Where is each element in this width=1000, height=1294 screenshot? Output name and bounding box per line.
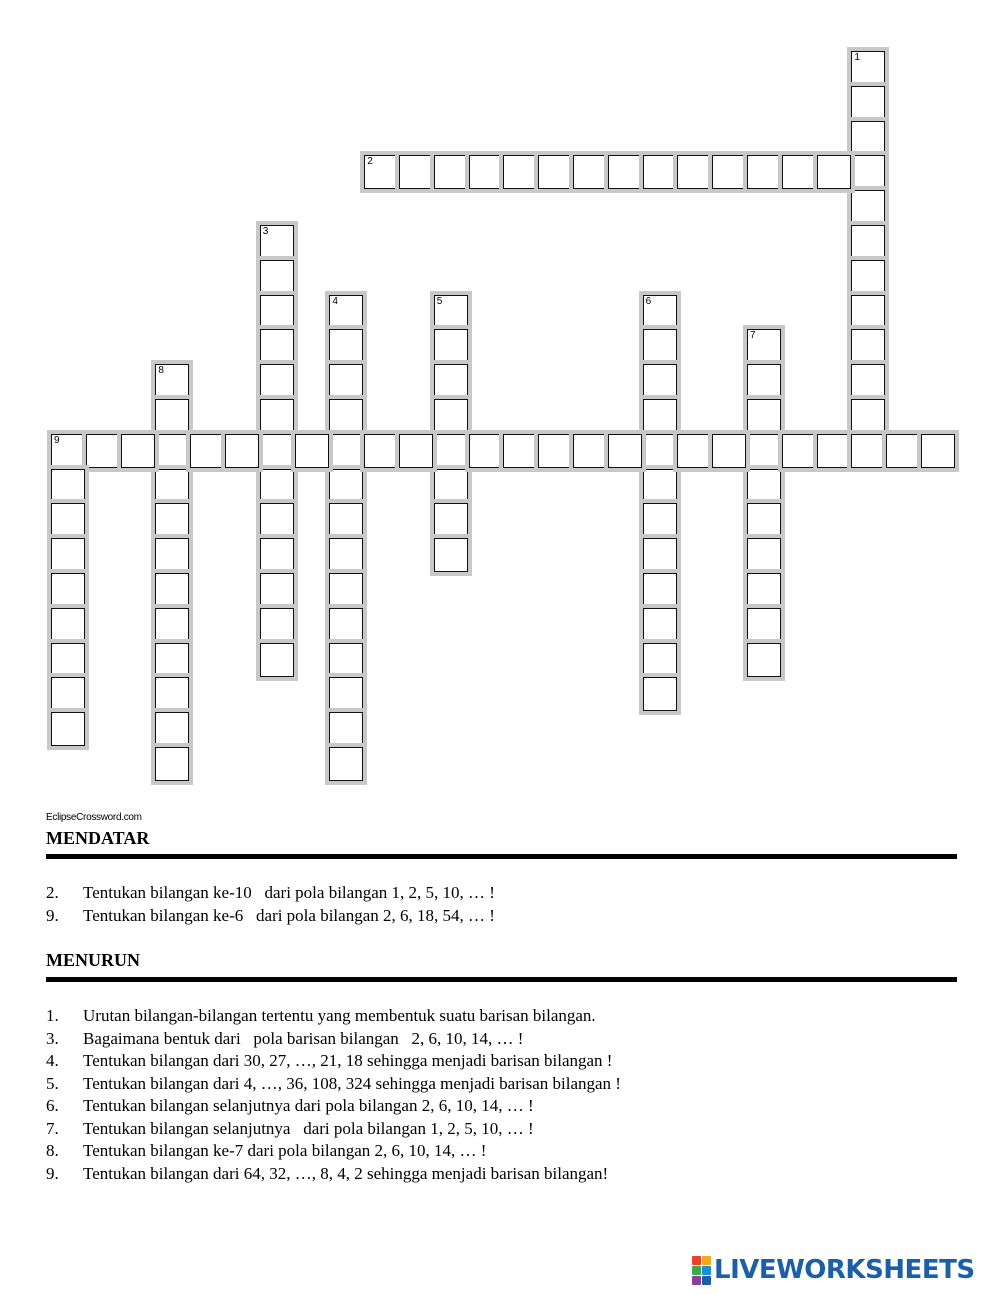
crossword-cell[interactable] xyxy=(643,469,677,503)
crossword-cell[interactable] xyxy=(155,712,189,746)
clue-text: Bagaimana bentuk dari pola barisan bilangan 2, 6, 10, 14, … ! xyxy=(83,1028,524,1048)
crossword-cell[interactable] xyxy=(295,434,329,468)
mendatar-title: MENDATAR xyxy=(46,828,150,848)
clue-number: 5. xyxy=(46,1073,59,1093)
cell-number: 5 xyxy=(436,295,443,307)
crossword-cell[interactable] xyxy=(573,434,607,468)
crossword-cell[interactable] xyxy=(51,434,85,468)
crossword-cell[interactable] xyxy=(329,364,363,398)
brand-name: LIVEWORKSHEETS xyxy=(714,1255,975,1285)
crossword-cell[interactable] xyxy=(921,434,955,468)
crossword-cell[interactable] xyxy=(155,643,189,677)
crossword-cell[interactable] xyxy=(155,608,189,642)
crossword-cell[interactable] xyxy=(260,538,294,572)
crossword-cell[interactable] xyxy=(538,434,572,468)
crossword-cell[interactable] xyxy=(886,434,920,468)
logo-square xyxy=(702,1276,711,1285)
cell-number: 3 xyxy=(262,226,269,237)
crossword-cell[interactable] xyxy=(329,503,363,537)
crossword-cell[interactable] xyxy=(329,573,363,607)
crossword-cell[interactable] xyxy=(155,573,189,607)
crossword-cell[interactable] xyxy=(747,329,781,363)
clue-down-3 xyxy=(46,1028,621,1051)
crossword-cell[interactable] xyxy=(86,434,120,468)
crossword-cell[interactable] xyxy=(121,434,155,468)
liveworksheets-brand xyxy=(692,1256,975,1284)
clue-text: Tentukan bilangan selanjutnya dari pola bilangan 1, 2, 5, 10, … ! xyxy=(83,1118,534,1138)
clue-number: 2. xyxy=(46,883,59,902)
crossword-cell[interactable] xyxy=(747,364,781,398)
crossword-cell[interactable] xyxy=(329,747,363,781)
crossword-cell[interactable] xyxy=(851,225,885,259)
cell-number: 2 xyxy=(367,156,373,168)
clue-text: Tentukan bilangan ke-10 dari pola bilangan 1, 2, 5, 10, … ! xyxy=(83,883,495,902)
crossword-cell[interactable] xyxy=(643,573,677,607)
crossword-cell[interactable] xyxy=(260,503,294,537)
crossword-cell[interactable] xyxy=(155,677,189,711)
crossword-cell[interactable] xyxy=(434,538,468,572)
crossword-cell[interactable] xyxy=(643,329,677,363)
clue-text: Tentukan bilangan dari 4, …, 36, 108, 324 sehingga menjadi barisan bilangan ! xyxy=(83,1073,621,1093)
crossword-cell[interactable] xyxy=(747,538,781,572)
crossword-cell[interactable] xyxy=(51,608,85,642)
crossword-cell[interactable] xyxy=(817,155,851,189)
crossword-cell[interactable] xyxy=(155,538,189,572)
crossword-cell[interactable] xyxy=(851,155,885,189)
crossword-cell[interactable] xyxy=(51,538,85,572)
crossword-cell[interactable] xyxy=(155,747,189,781)
crossword-cell[interactable] xyxy=(434,364,468,398)
crossword-cell[interactable] xyxy=(260,469,294,503)
crossword-cell[interactable] xyxy=(260,643,294,677)
clue-across-2 xyxy=(46,882,495,905)
crossword-cell[interactable] xyxy=(608,434,642,468)
crossword-cell[interactable] xyxy=(225,434,259,468)
source-label: EclipseCrossword.com xyxy=(46,812,142,823)
crossword-cell[interactable] xyxy=(155,503,189,537)
crossword-cell[interactable] xyxy=(817,434,851,468)
mendatar-clue-list xyxy=(46,882,495,927)
crossword-cell[interactable] xyxy=(747,155,781,189)
crossword-cell[interactable] xyxy=(155,469,189,503)
crossword-cell[interactable] xyxy=(260,260,294,294)
cell-number: 7 xyxy=(750,330,756,342)
crossword-cell[interactable] xyxy=(851,86,885,120)
logo-square xyxy=(692,1276,701,1285)
crossword-cell[interactable] xyxy=(434,503,468,537)
crossword-cell[interactable] xyxy=(851,399,885,433)
clue-number: 1. xyxy=(46,1006,59,1025)
clue-text: Tentukan bilangan ke-6 dari pola bilangan 2, 6, 18, 54, … ! xyxy=(83,905,495,925)
crossword-cell[interactable] xyxy=(329,538,363,572)
crossword-cell[interactable] xyxy=(329,434,363,468)
clue-text: Urutan bilangan-bilangan tertentu yang membentuk suatu barisan bilangan. xyxy=(83,1006,596,1025)
clue-down-5 xyxy=(46,1073,621,1096)
logo-square xyxy=(702,1266,711,1275)
crossword-cell[interactable] xyxy=(712,434,746,468)
crossword-cell[interactable] xyxy=(51,712,85,746)
crossword-cell[interactable] xyxy=(643,399,677,433)
crossword-cell[interactable] xyxy=(747,399,781,433)
crossword-cell[interactable] xyxy=(329,329,363,363)
cell-number: 1 xyxy=(854,52,860,63)
logo-square xyxy=(702,1256,711,1265)
clue-text: Tentukan bilangan dari 64, 32, …, 8, 4, 2 sehingga menjadi barisan bilangan! xyxy=(83,1163,609,1183)
crossword-cell[interactable] xyxy=(51,503,85,537)
crossword-cell[interactable] xyxy=(434,155,468,189)
clue-text: Tentukan bilangan dari 30, 27, …, 21, 18 sehingga menjadi barisan bilangan ! xyxy=(83,1051,613,1070)
crossword-cell[interactable] xyxy=(712,155,746,189)
crossword-cell[interactable] xyxy=(260,434,294,468)
crossword-cell[interactable] xyxy=(434,295,468,329)
crossword-cell[interactable] xyxy=(399,434,433,468)
crossword-cell[interactable] xyxy=(851,295,885,329)
clue-text: Tentukan bilangan ke-7 dari pola bilangan 2, 6, 10, 14, … ! xyxy=(83,1141,487,1160)
crossword-cell[interactable] xyxy=(260,399,294,433)
crossword-cell[interactable] xyxy=(747,469,781,503)
cell-number: 4 xyxy=(332,295,338,307)
crossword-cell[interactable] xyxy=(155,364,189,398)
crossword-cell[interactable] xyxy=(851,190,885,224)
crossword-cell[interactable] xyxy=(329,399,363,433)
cell-number: 6 xyxy=(645,295,652,307)
crossword-cell[interactable] xyxy=(329,469,363,503)
clue-number: 9. xyxy=(46,905,59,925)
menurun-rule xyxy=(46,977,957,982)
crossword-cell[interactable] xyxy=(155,434,189,468)
crossword-cell[interactable] xyxy=(643,677,677,711)
clue-number: 6. xyxy=(46,1096,59,1115)
crossword-cell[interactable] xyxy=(329,608,363,642)
crossword-cell[interactable] xyxy=(190,434,224,468)
crossword-cell[interactable] xyxy=(851,329,885,363)
crossword-cell[interactable] xyxy=(155,399,189,433)
clue-text: Tentukan bilangan selanjutnya dari pola bilangan 2, 6, 10, 14, … ! xyxy=(83,1096,534,1115)
crossword-cell[interactable] xyxy=(364,155,398,189)
clue-number: 8. xyxy=(46,1141,59,1160)
crossword-cell[interactable] xyxy=(851,364,885,398)
crossword-cell[interactable] xyxy=(260,329,294,363)
crossword-cell[interactable] xyxy=(747,573,781,607)
crossword-cell[interactable] xyxy=(643,608,677,642)
crossword-cell[interactable] xyxy=(260,364,294,398)
crossword-cell[interactable] xyxy=(329,643,363,677)
clue-number: 9. xyxy=(46,1163,59,1183)
crossword-cell[interactable] xyxy=(747,608,781,642)
clue-down-8 xyxy=(46,1140,621,1163)
clue-across-9 xyxy=(46,905,495,928)
mendatar-rule xyxy=(46,854,957,859)
crossword-cell[interactable] xyxy=(51,643,85,677)
crossword-cell[interactable] xyxy=(538,155,572,189)
clue-down-1 xyxy=(46,1005,621,1028)
crossword-cell[interactable] xyxy=(260,573,294,607)
crossword-cell[interactable] xyxy=(782,434,816,468)
crossword-cell[interactable] xyxy=(851,434,885,468)
clue-number: 7. xyxy=(46,1118,59,1138)
crossword-cell[interactable] xyxy=(434,434,468,468)
crossword-cell[interactable] xyxy=(573,155,607,189)
crossword-cell[interactable] xyxy=(747,503,781,537)
crossword-cell[interactable] xyxy=(747,643,781,677)
clue-down-9 xyxy=(46,1163,621,1186)
crossword-cell[interactable] xyxy=(434,469,468,503)
crossword-cell[interactable] xyxy=(503,155,537,189)
crossword-cell[interactable] xyxy=(469,434,503,468)
crossword-cell[interactable] xyxy=(643,538,677,572)
crossword-cell[interactable] xyxy=(643,155,677,189)
crossword-cell[interactable] xyxy=(851,260,885,294)
crossword-cell[interactable] xyxy=(643,364,677,398)
crossword-cell[interactable] xyxy=(399,155,433,189)
crossword-cell[interactable] xyxy=(329,712,363,746)
crossword-cell[interactable] xyxy=(51,573,85,607)
logo-square xyxy=(692,1256,701,1265)
crossword-cell[interactable] xyxy=(643,643,677,677)
crossword-cell[interactable] xyxy=(608,155,642,189)
crossword-cell[interactable] xyxy=(677,155,711,189)
crossword-cell[interactable] xyxy=(643,295,677,329)
crossword-cell[interactable] xyxy=(851,51,885,85)
logo-square xyxy=(692,1266,701,1275)
crossword-cell[interactable] xyxy=(434,399,468,433)
clue-number: 4. xyxy=(46,1051,59,1070)
crossword-cell[interactable] xyxy=(469,155,503,189)
crossword-cell[interactable] xyxy=(782,155,816,189)
crossword-cell[interactable] xyxy=(51,677,85,711)
crossword-cell[interactable] xyxy=(677,434,711,468)
crossword-cell[interactable] xyxy=(260,608,294,642)
crossword-cell[interactable] xyxy=(643,434,677,468)
cell-number: 8 xyxy=(158,365,164,377)
clue-number: 3. xyxy=(46,1028,59,1048)
crossword-cell[interactable] xyxy=(434,329,468,363)
menurun-title: MENURUN xyxy=(46,950,140,970)
clue-down-6 xyxy=(46,1095,621,1118)
crossword-cell[interactable] xyxy=(329,295,363,329)
crossword-cell[interactable] xyxy=(51,469,85,503)
crossword-cell[interactable] xyxy=(747,434,781,468)
crossword-cell[interactable] xyxy=(364,434,398,468)
crossword-cell[interactable] xyxy=(260,295,294,329)
crossword-cell[interactable] xyxy=(643,503,677,537)
cell-number: 9 xyxy=(54,434,60,446)
crossword-cell[interactable] xyxy=(260,225,294,259)
crossword-cell[interactable] xyxy=(329,677,363,711)
crossword-cell[interactable] xyxy=(503,434,537,468)
menurun-clue-list xyxy=(46,1005,621,1185)
liveworksheets-logo-icon xyxy=(692,1256,711,1285)
crossword-cell[interactable] xyxy=(851,121,885,155)
clue-down-7 xyxy=(46,1118,621,1141)
clue-down-4 xyxy=(46,1050,621,1073)
